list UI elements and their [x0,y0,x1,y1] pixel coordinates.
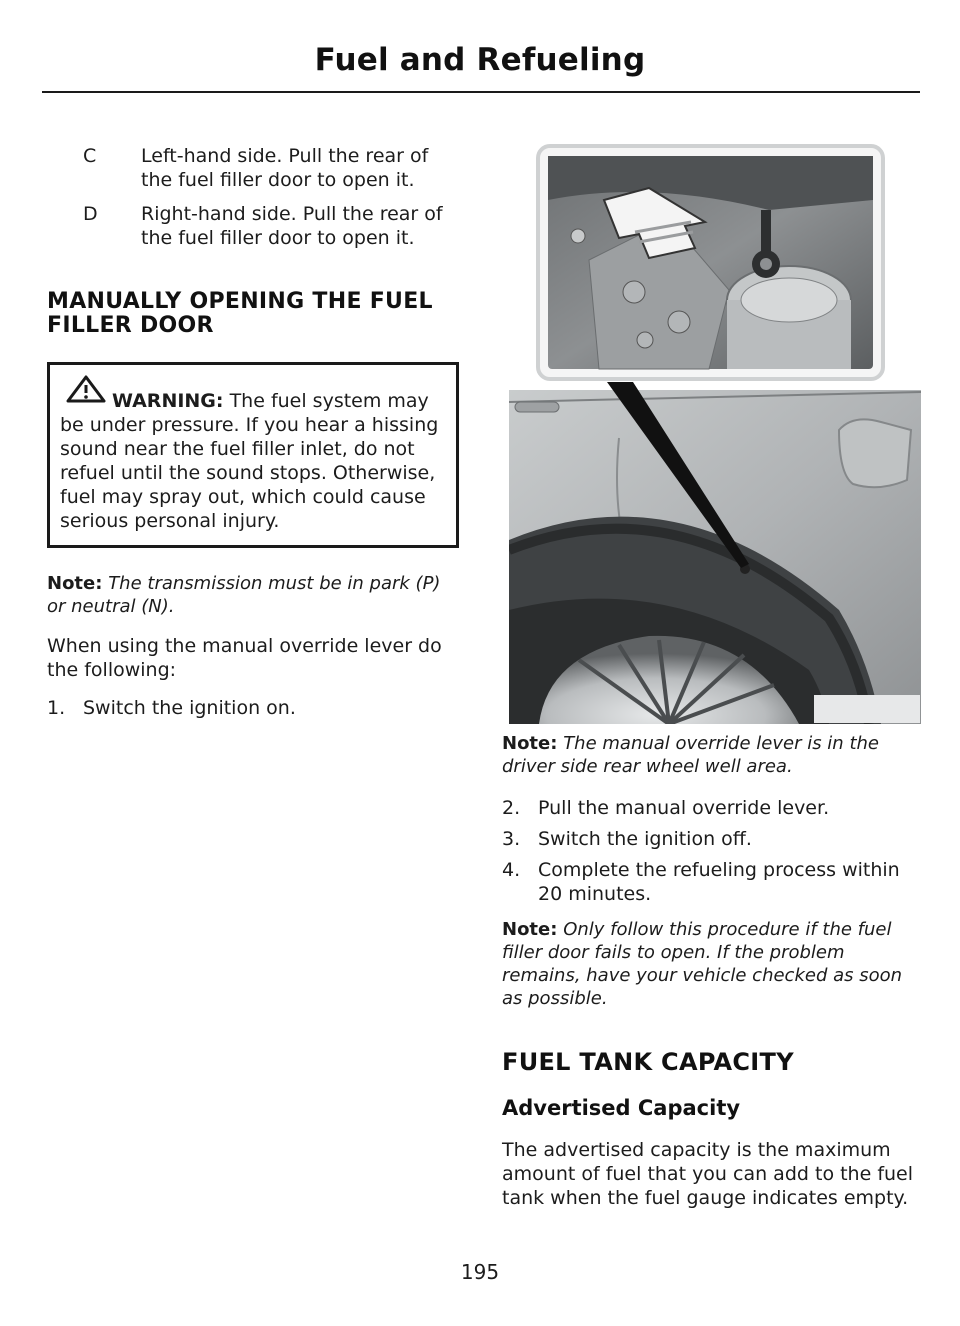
title-rule [42,91,920,93]
step-text: Switch the ignition on. [83,697,296,719]
step-number: 3. [502,828,521,850]
warning-label: WARNING: [112,390,224,412]
note-text: The transmission must be in park (P) or neutral (N). [47,573,441,617]
page-number: 195 [460,1260,500,1284]
step-item [502,858,920,906]
section-heading-fuel-tank-capacity: FUEL TANK CAPACITY [502,1048,794,1076]
key-letter: D [83,203,98,225]
page-title: Fuel and Refueling [314,42,646,78]
graphic-code: E000000 [842,704,892,717]
fuel-door-override-illustration [509,140,921,724]
warning-icon [66,375,106,403]
step-number: 1. [47,697,66,719]
step-number: 2. [502,797,521,819]
note-procedure [502,918,920,1010]
note-label: Note: [502,733,558,754]
note-label: Note: [502,919,558,940]
warning-text: The fuel system may be under pressure. If you hear a hissing sound near the fuel filler inlet, do not refuel until the sound stops. Otherwise, fuel may spray out, which could cause serious personal injury. [60,390,439,532]
key-item-d [47,202,459,250]
key-text: Right-hand side. Pull the rear of the fuel filler door to open it. [141,203,443,249]
step-item [502,796,920,820]
left-column [47,144,459,720]
note-text: The manual override lever is in the driver side rear wheel well area. [502,733,879,777]
step-text: Pull the manual override lever. [538,797,830,819]
intro-text: When using the manual override lever do the following: [47,635,442,681]
step-item [502,827,920,851]
section-heading-manual-opening: MANUALLY OPENING THE FUEL FILLER DOOR [47,289,433,338]
note-text: Only follow this procedure if the fuel filler door fails to open. If the problem remains, have your vehicle checked as soon as possible. [502,919,903,1009]
right-column [502,732,920,1210]
step-text: Switch the ignition off. [538,828,752,850]
capacity-text: The advertised capacity is the maximum amount of fuel that you can add to the fuel tank when the fuel gauge indicates empty. [502,1139,914,1209]
step-text: Complete the refueling process within 20 minutes. [538,859,900,905]
note-label: Note: [47,573,103,594]
note-transmission [47,572,459,618]
step-item [47,696,459,720]
key-text: Left-hand side. Pull the rear of the fuel filler door to open it. [141,145,429,191]
key-letter: C [83,145,97,167]
warning-box [47,362,459,548]
key-item-c [47,144,459,192]
step-number: 4. [502,859,521,881]
sub-heading-advertised-capacity: Advertised Capacity [502,1096,741,1120]
note-lever-location [502,732,920,778]
